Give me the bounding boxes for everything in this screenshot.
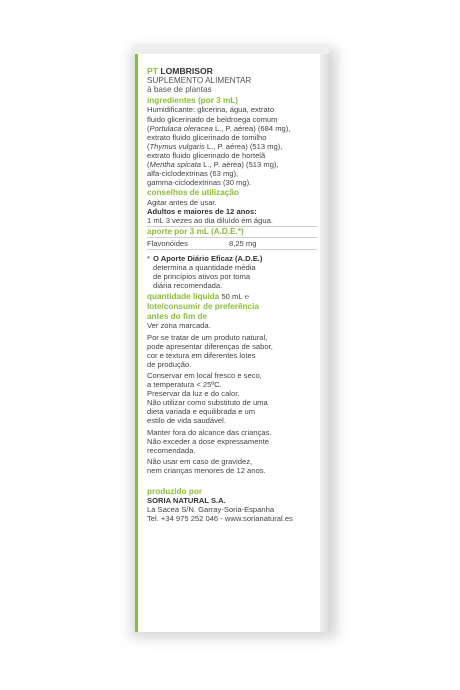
ingredients-line: alfa-ciclodextrinas (63 mg), (147, 169, 239, 179)
quantity-value: 50 mL ℮ (219, 292, 249, 302)
panel-top-fold (135, 44, 329, 54)
note-line: a temperatura < 25ºC. (147, 380, 222, 390)
contribution-heading: aporte por 3 mL (A.D.E.*) (147, 226, 317, 238)
ingredients-line: (Mentha spicata L., P. aérea) (513 mg), (147, 159, 279, 169)
quantity-label: quantidade líquida (147, 292, 220, 302)
flavonoids-label: Flavonóides (147, 238, 188, 248)
note-line: recomendada. (147, 445, 196, 455)
contribution-row (147, 239, 317, 250)
note-light: Preservar da luz e do calor. (147, 389, 240, 399)
ingredients-line: extrato fluido glicerinado de tomilho (147, 132, 267, 142)
ade-line: determina a quantidade média (153, 262, 256, 272)
quantity-row (147, 292, 317, 301)
language-code: PT (147, 66, 158, 76)
note-line: dieta variada e equilibrada e um (147, 407, 256, 417)
product-type: SUPLEMENTO ALIMENTAR (147, 76, 252, 85)
ingredients-line: fluido glicerinado de beldroega comum (147, 114, 278, 124)
ade-note (147, 254, 317, 290)
ade-lead: O Aporte Diário Eficaz (A.D.E.) (153, 253, 263, 263)
usage-shake: Agitar antes de usar. (147, 197, 217, 207)
ade-line: de princípios ativos por toma (153, 272, 251, 281)
ingredients-text (147, 105, 317, 187)
note-line: cor e textura em diferentes lotes (147, 350, 256, 360)
note-pregnancy (147, 457, 317, 475)
label-content (147, 66, 317, 523)
note-line: pode apresentar diferenças de sabor, (147, 341, 273, 351)
panel-right-fold (320, 54, 329, 632)
lot-heading-1: lote/consumir de preferência (147, 302, 259, 312)
ingredients-line: extrato fluido glicerinado de hortelã (147, 150, 266, 160)
latin-name: Thymus vulgaris (149, 141, 205, 151)
latin-name: Mentha spicata (149, 159, 202, 169)
note-line: Conservar em local fresco e seco, (147, 370, 262, 380)
note-line: Não usar em caso de gravidez, (147, 456, 253, 466)
flavonoids-value: 8,25 mg (229, 238, 257, 248)
ade-line: diária recomendada. (153, 281, 223, 291)
ingredients-line: (Portulaca oleracea L., P. aérea) (684 mg), (147, 123, 291, 133)
note-substitute (147, 398, 317, 425)
producer-contact: Tel. +34 975 252 046 - www.sorianatural.es (147, 514, 293, 524)
panel-left-accent (135, 54, 138, 632)
note-line: nem crianças menores de 12 anos. (147, 465, 266, 475)
ade-asterisk: * (147, 253, 150, 263)
ingredients-line: gamma-ciclodextrinas (30 mg). (147, 178, 252, 188)
ingredients-heading: ingredientes (por 3 mL) (147, 95, 238, 105)
note-line: Por se tratar de um produto natural, (147, 332, 268, 342)
note-storage (147, 371, 317, 389)
ingredients-line: Humidificante: glicerina, água, extrato (147, 105, 275, 115)
ingredients-line: (Thymus vulgaris L., P. aérea) (513 mg), (147, 141, 283, 151)
latin-name: Portulaca oleracea (149, 123, 213, 133)
product-subtype: à base de plantas (147, 85, 212, 95)
lot-heading-2: antes do fim de (147, 311, 208, 321)
note-dose-warning (147, 437, 317, 455)
note-line: de produção. (147, 359, 192, 369)
producer-heading: produzido por (147, 486, 203, 496)
note-line: Não utilizar como substituto de uma (147, 398, 268, 408)
producer-company: SORIA NATURAL S.A. (147, 496, 226, 506)
note-children: Manter fora do alcance das crianças. (147, 427, 272, 437)
note-line: estilo de vida saudável. (147, 416, 226, 426)
note-natural (147, 333, 317, 369)
usage-heading: conselhos de utilização (147, 188, 239, 198)
lot-text: Ver zona marcada. (147, 321, 211, 331)
product-name: LOMBRISOR (160, 66, 213, 76)
usage-adults: Adultos e maiores de 12 anos: (147, 206, 257, 216)
note-line: Não exceder a dose expressamente (147, 436, 269, 446)
producer-address: La Sacea S/N. Garray-Soria-Espanha (147, 505, 275, 515)
product-title (147, 66, 317, 76)
usage-dose: 1 mL 3 vezes ao dia diluído em água. (147, 216, 273, 226)
